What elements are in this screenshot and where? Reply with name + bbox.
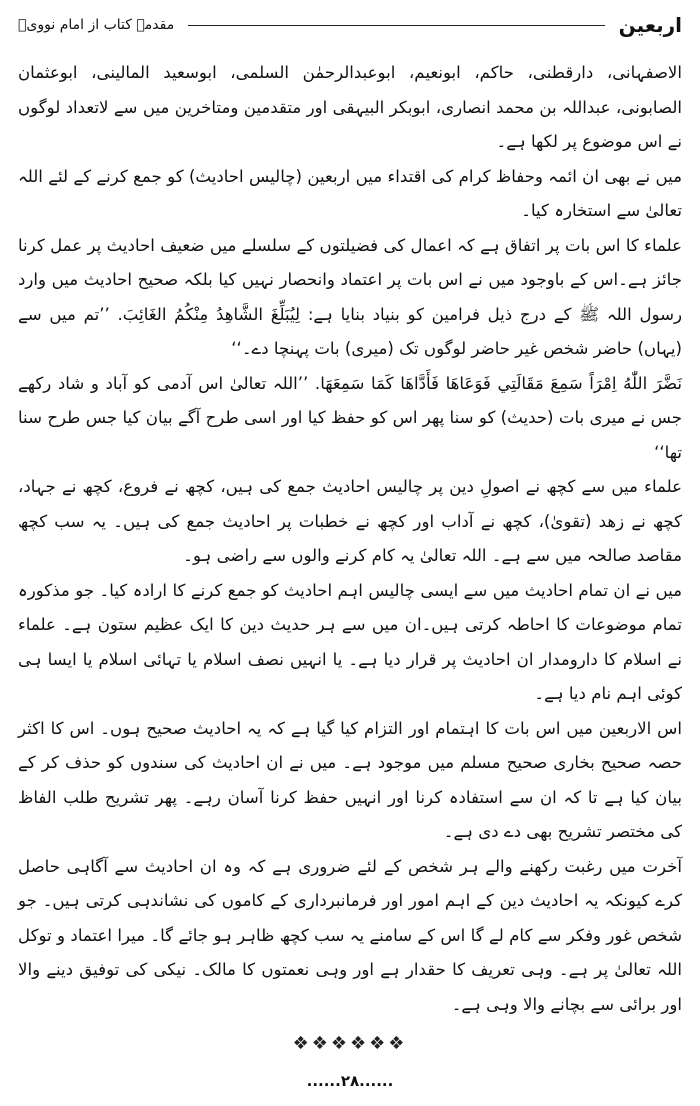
paragraph: اس الاربعین میں اس بات کا اہتمام اور التزام کیا گیا ہے کہ یہ احادیث صحیح ہوں۔ اس کا اکثر حصہ صحیح بخاری صحیح مسلم میں موجود ہے۔ میں نے ان احادیث کی سندوں کو حذف کر کے بیان کیا ہے تا کہ ان سے استفادہ کرنا اور انہیں حفظ کرنا آسان رہے۔ پھر تشریح طلب الفاظ کی مختصر تشریح بھی دے دی ہے۔ — [18, 718, 682, 841]
paragraph: علماء میں سے کچھ نے اصولِ دین پر چالیس احادیث جمع کی ہیں، کچھ نے فروع، کچھ نے جہاد، کچھ نے زھد (تقویٰ)، کچھ نے آداب اور کچھ نے خطبات پر احادیث جمع کی ہیں۔ یہ سب کچھ مقاصد صالحہ میں سے ہے۔ اللہ تعالیٰ یہ کام کرنے والوں سے راضی ہو۔ — [18, 477, 682, 565]
page-header — [18, 8, 682, 42]
paragraph: نَضَّرَ اللّٰهُ اِمْرَاً سَمِعَ مَقَالَتِي فَوَعَاهَا فَأَدَّاهَا كَمَا سَمِعَهَا. ’’اللہ تعالیٰ اس آدمی کو آباد و شاد رکھے جس نے میری بات (حدیث) کو سنا پھر اس کو حفظ کیا اور اسی طرح آگے بیان کیا جس طرح سنا تھا‘‘ — [18, 373, 682, 462]
paragraph: میں نے بھی ان ائمہ وحفاظ کرام کی اقتداء میں اربعین (چالیس احادیث) کو جمع کرنے کے لئے اللہ تعالیٰ سے استخارہ کیا۔ — [18, 166, 682, 220]
paragraph: میں نے ان تمام احادیث میں سے ایسی چالیس اہم احادیث کو جمع کرنے کا ارادہ کیا۔ جو مذکورہ تمام موضوعات کا احاطہ کرتی ہیں۔ان میں سے ہر حدیث دین کا ایک عظیم ستون ہے۔ علماء نے اسلام کا دارومدار ان احادیث پر قرار دیا ہے۔ یا انہیں نصف اسلام یا تہائی اسلام یا ایسا ہی کوئی اہم نام دیا ہے۔ — [18, 580, 682, 703]
section-ornament: ❖❖❖❖❖❖ — [292, 1033, 408, 1054]
header-rule — [188, 25, 604, 26]
paragraph: علماء کا اس بات پر اتفاق ہے کہ اعمال کی فضیلتوں کے سلسلے میں ضعیف احادیث پر عمل کرنا جائز ہے۔اس کے باوجود میں نے اس بات پر اعتماد وانحصار نہیں کیا بلکہ صحیح احادیث میں وارد رسول اللہ ﷺ کے درج ذیل فرامین کو بنیاد بنایا ہے: لِيُبَلِّغَ الشَّاهِدُ مِنْكُمُ الغَائِبَ. ’’تم میں سے (یہاں) حاضر شخص غیر حاضر لوگوں تک (میری) بات پہنچا دے۔‘‘ — [18, 235, 682, 358]
book-title: اربعین — [618, 13, 682, 37]
paragraph: الاصفہانی، دارقطنی، حاکم، ابونعیم، ابوعبدالرحمٰن السلمی، ابوسعید المالینی، ابوعثمان الصابونی، عبداللہ بن محمد انصاری، ابوبکر البیہقی اور متقدمین ومتاخرین میں سے لاتعداد لوگوں نے اس موضوع پر لکھا ہے۔ — [18, 63, 682, 151]
paragraph: آخرت میں رغبت رکھنے والے ہر شخص کے لئے ضروری ہے کہ وہ ان احادیث سے آگاہی حاصل کرے کیونکہ یہ احادیث دین کے اہم امور اور فرمانبرداری کے کاموں کی نشاندہی کرتی ہیں۔ جو شخص غور وفکر سے کام لے گا اس کے سامنے یہ سب کچھ ظاہر ہو جائے گا۔ میرا اعتماد و توکل اللہ تعالیٰ پر ہے۔ وہی تعریف کا حقدار ہے اور وہی نعمتوں کا مالک۔ نیکی کی توفیق دینے والا اور برائی سے بچانے والا وہی ہے۔ — [18, 856, 682, 1014]
body-text — [18, 56, 682, 1022]
page-number: ......۲۸...... — [306, 1072, 394, 1090]
chapter-subtitle: مقدمۂ کتاب از امام نوویؒ — [18, 17, 175, 33]
